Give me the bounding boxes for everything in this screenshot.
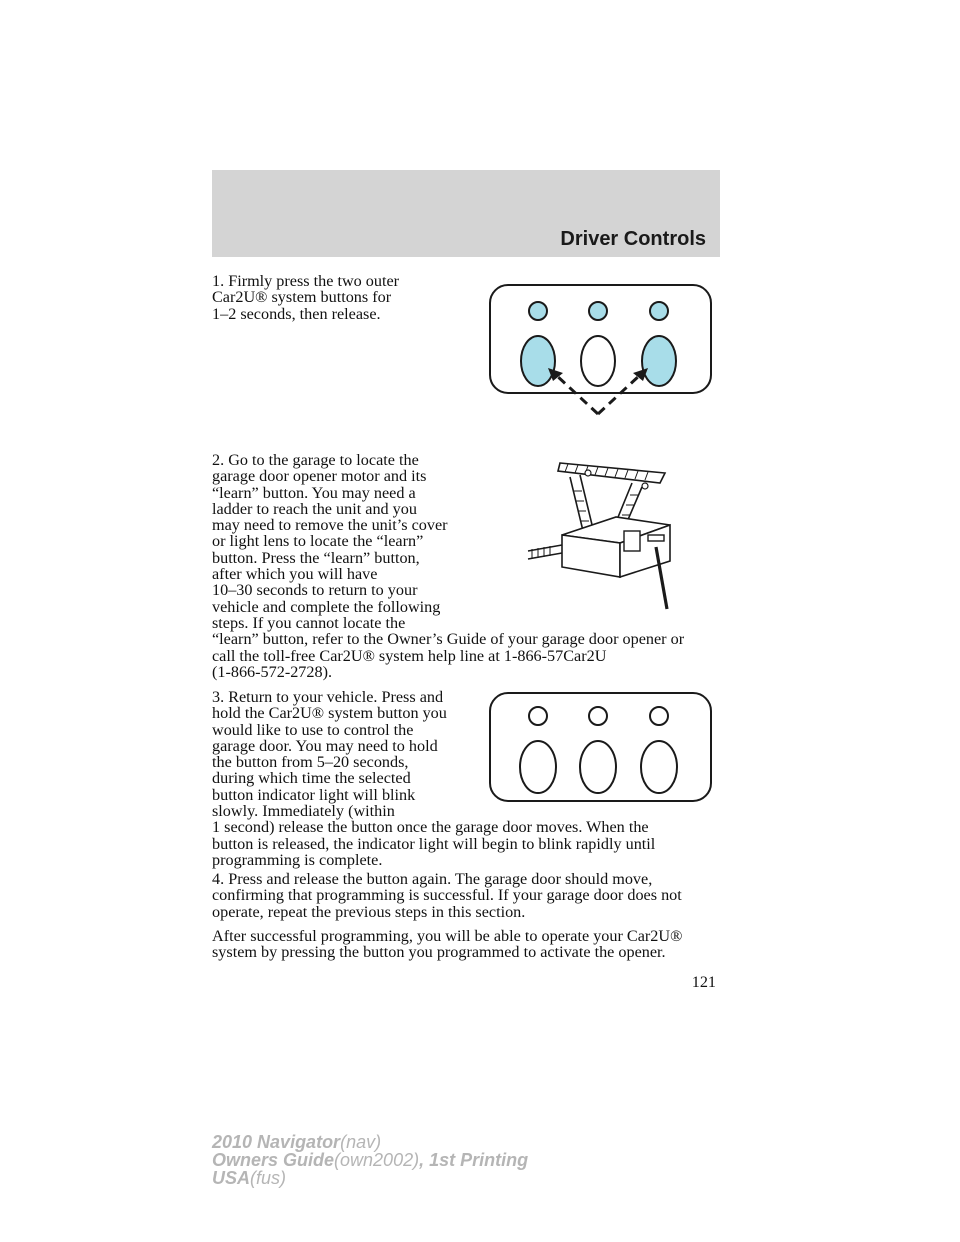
button-left (520, 741, 556, 793)
page-number: 121 (691, 973, 716, 991)
section-header-band (212, 170, 720, 257)
text-line: vehicle and complete the following (212, 597, 441, 616)
closing-text (212, 928, 682, 961)
footer-line-2: Owners Guide(own2002), 1st Printing (212, 1150, 529, 1170)
text-line: hold the Car2U® system button you (212, 704, 447, 723)
bracket-hatching (574, 491, 638, 521)
text-line: (1-866-572-2728). (212, 662, 333, 681)
learn-button (648, 535, 664, 541)
text-line: 1 second) release the button once the garage door moves. When the (212, 818, 649, 837)
text-line: the button from 5–20 seconds, (212, 753, 409, 772)
text-line: garage door opener motor and its (212, 467, 427, 486)
text-line: “learn” button, refer to the Owner’s Guide of your garage door opener or (212, 630, 685, 649)
text-line: garage door. You may need to hold (212, 736, 438, 755)
text-line: steps. If you cannot locate the (212, 613, 406, 632)
step-1-text (212, 273, 399, 322)
button-right-highlighted (642, 336, 676, 386)
car2u-buttons-figure (488, 690, 714, 804)
text-line: operate, repeat the previous steps in this section. (212, 902, 526, 921)
button-right (641, 741, 677, 793)
text-line: 1–2 seconds, then release. (212, 304, 381, 323)
motor-side (562, 535, 620, 577)
section-title: Driver Controls (560, 228, 706, 250)
car2u-outer-buttons-figure (488, 282, 714, 422)
indicator-light-right (650, 707, 668, 725)
text-line: ladder to reach the unit and you (212, 499, 417, 518)
indicator-light-left (529, 707, 547, 725)
text-line: after which you will have (212, 565, 378, 584)
button-left-highlighted (521, 336, 555, 386)
indicator-light-left (529, 302, 547, 320)
drive-shaft (528, 545, 562, 559)
print-footer (212, 1133, 528, 1187)
text-line: 10–30 seconds to return to your (212, 581, 418, 600)
text-line: would like to use to control the (212, 720, 414, 739)
text-line: button indicator light will blink (212, 785, 416, 804)
text-line: button is released, the indicator light will begin to blink rapidly until (212, 834, 656, 853)
indicator-light-center (589, 302, 607, 320)
text-line: 1. Firmly press the two outer (212, 272, 400, 290)
step-4-text (212, 871, 682, 920)
text-line: during which time the selected (212, 769, 411, 788)
text-line: Car2U® system buttons for (212, 288, 392, 307)
button-center (580, 741, 616, 793)
text-line: programming is complete. (212, 850, 383, 869)
indicator-light-center (589, 707, 607, 725)
garage-opener-motor-figure (520, 455, 680, 615)
text-line: system by pressing the button you programmed to activate the opener. (212, 943, 666, 962)
button-center (581, 336, 615, 386)
text-line: may need to remove the unit’s cover (212, 516, 448, 535)
text-line: slowly. Immediately (within (212, 802, 395, 821)
text-line: 4. Press and release the button again. The garage door should move, (212, 870, 653, 888)
indicator-light-right (650, 302, 668, 320)
bracket-bolt-right (642, 483, 648, 489)
footer-line-3: USA(fus) (212, 1168, 287, 1188)
text-line: button. Press the “learn” button, (212, 548, 420, 567)
bracket-bolt-left (585, 470, 591, 476)
ceiling-rail (558, 463, 665, 483)
footer-line-1: 2010 Navigator(nav) (212, 1132, 382, 1152)
light-lens (624, 531, 640, 551)
text-line: call the toll-free Car2U® system help line at 1-866-57Car2U (212, 646, 607, 665)
text-line: 2. Go to the garage to locate the (212, 451, 419, 469)
text-line: After successful programming, you will be able to operate your Car2U® (212, 927, 683, 945)
text-line: “learn” button. You may need a (212, 483, 416, 502)
text-line: 3. Return to your vehicle. Press and (212, 688, 444, 706)
text-line: confirming that programming is successful. If your garage door does not (212, 886, 682, 905)
text-line: or light lens to locate the “learn” (212, 532, 424, 551)
